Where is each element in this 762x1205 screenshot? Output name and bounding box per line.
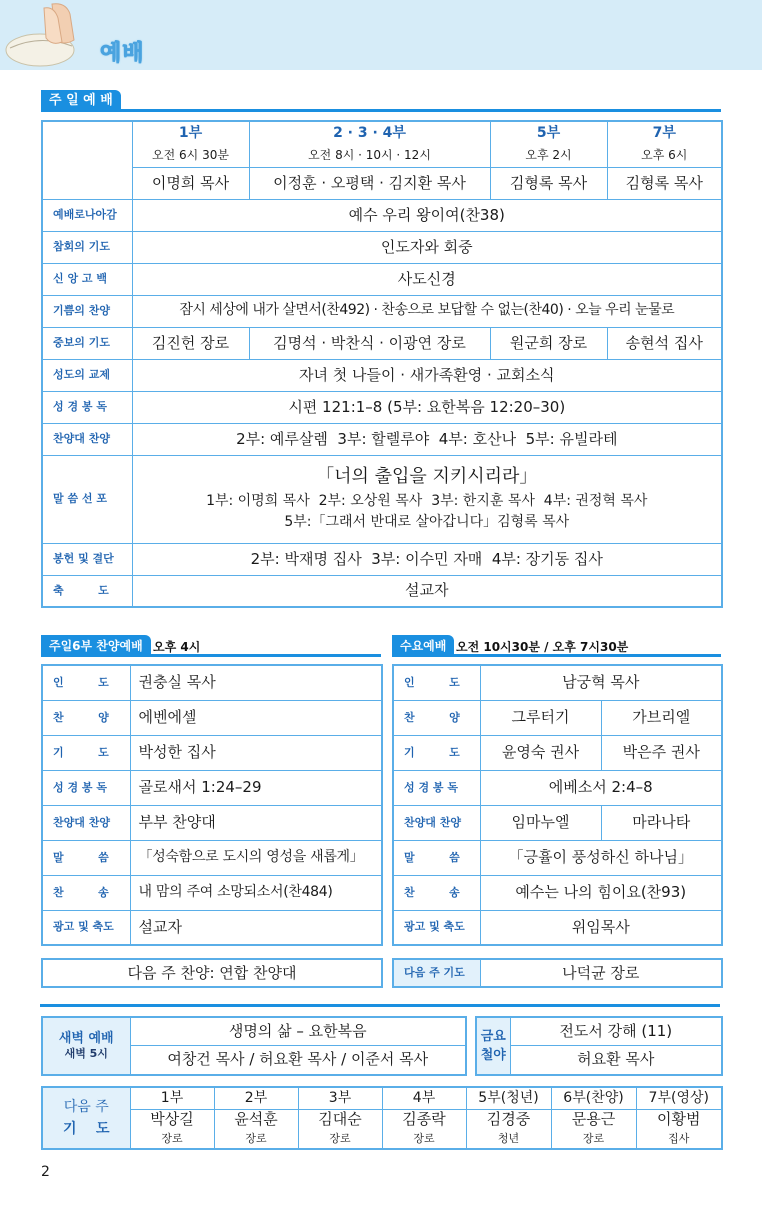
- sermon-title: 「너의 출입을 지키시리라」: [316, 466, 538, 488]
- dawn-label: 새벽 예배: [58, 1031, 114, 1046]
- row-value: 임마누엘: [480, 805, 601, 840]
- next-prayer-line2: 기 도: [62, 1121, 110, 1137]
- prayer-part: 6부(찬양): [551, 1087, 636, 1109]
- next-week-prayer-table: [41, 1086, 723, 1150]
- next-prayer-value: 나덕균 장로: [480, 959, 722, 987]
- next-prayer-cell: [42, 1087, 130, 1149]
- row-label: 찬양대 찬양: [393, 805, 480, 840]
- row-value: 그루터기: [480, 700, 601, 735]
- row-label: 성도의 교제: [42, 359, 132, 391]
- prayer-title: 장로: [130, 1129, 214, 1149]
- dawn-worship-table: [41, 1016, 467, 1076]
- row-label: 축 도: [42, 575, 132, 607]
- row-label: 참회의 기도: [42, 231, 132, 263]
- row-label: 찬 송: [393, 875, 480, 910]
- row-label: 성 경 봉 독: [42, 391, 132, 423]
- wednesday-section-line: [392, 654, 721, 657]
- service-time: 오후 2시: [490, 145, 607, 167]
- wednesday-section-time: 오전 10시30분 / 오후 7시30분: [456, 640, 629, 654]
- row-label: 말 씀 선 포: [42, 455, 132, 543]
- friday-label-line1: 금요: [480, 1028, 506, 1044]
- row-value: 인도자와 회중: [132, 231, 722, 263]
- sixth-section-line: [41, 654, 381, 657]
- sunday-section-line: [41, 109, 721, 112]
- sermon-fifth: 5부:「그래서 반대로 살아갑니다」김형록 목사: [284, 514, 570, 531]
- prayer-title: 집사: [636, 1129, 722, 1149]
- row-label: 찬 양: [42, 700, 130, 735]
- praying-hands-bible-icon: [4, 0, 92, 70]
- prayer-name: 윤석훈: [214, 1109, 298, 1129]
- service-minister: 김형록 목사: [607, 167, 722, 199]
- friday-minister: 허요환 목사: [510, 1045, 722, 1075]
- row-value: 「성숙함으로 도시의 영성을 새롭게」: [130, 840, 382, 875]
- row-label: 찬양대 찬양: [42, 805, 130, 840]
- intercessor: 송현석 집사: [607, 327, 722, 359]
- prayer-title: 청년: [466, 1129, 551, 1149]
- row-label: 인 도: [393, 665, 480, 700]
- row-value: 잠시 세상에 내가 살면서(찬492) · 찬송으로 보답할 수 없는(찬40) · 오늘 우리 눈물로: [132, 295, 722, 327]
- prayer-title: 장로: [382, 1129, 466, 1149]
- sixth-next-week-choir: 다음 주 찬양: 연합 찬양대: [41, 958, 383, 988]
- row-label: 성 경 봉 독: [393, 770, 480, 805]
- row-value: 권충실 목사: [130, 665, 382, 700]
- sixth-section-tab: 주일6부 찬양예배: [41, 635, 151, 657]
- bottom-divider: [40, 1004, 720, 1007]
- service-part: 1부: [132, 121, 249, 145]
- corner-cell: [42, 121, 132, 199]
- dawn-label-cell: [42, 1017, 130, 1075]
- service-time: 오후 6시: [607, 145, 722, 167]
- row-value: 예수 우리 왕이여(찬38): [132, 199, 722, 231]
- row-label: 인 도: [42, 665, 130, 700]
- row-value: 마라나타: [601, 805, 722, 840]
- sixth-worship-table: [41, 664, 383, 946]
- row-value: 박성한 집사: [130, 735, 382, 770]
- page-header: [0, 0, 762, 70]
- row-value: 2부: 예루살렘 3부: 할렐루야 4부: 호산나 5부: 유빌라테: [132, 423, 722, 455]
- next-prayer-label: 다음 주 기도: [393, 959, 480, 987]
- row-value: 설교자: [132, 575, 722, 607]
- friday-vigil-table: [475, 1016, 723, 1076]
- row-label: 기 도: [393, 735, 480, 770]
- prayer-name: 김대순: [298, 1109, 382, 1129]
- prayer-part: 1부: [130, 1087, 214, 1109]
- prayer-title: 장로: [298, 1129, 382, 1149]
- service-minister: 이정훈 · 오평택 · 김지환 목사: [249, 167, 490, 199]
- row-value: 에벤에셀: [130, 700, 382, 735]
- prayer-part: 5부(청년): [466, 1087, 551, 1109]
- sunday-worship-table: [41, 120, 723, 608]
- row-value: 설교자: [130, 910, 382, 945]
- row-label: 광고 및 축도: [42, 910, 130, 945]
- prayer-name: 문용근: [551, 1109, 636, 1129]
- service-minister: 김형록 목사: [490, 167, 607, 199]
- prayer-name: 김종락: [382, 1109, 466, 1129]
- page-number: 2: [41, 1164, 50, 1180]
- row-value: 위임목사: [480, 910, 722, 945]
- prayer-title: 장로: [551, 1129, 636, 1149]
- row-value: 가브리엘: [601, 700, 722, 735]
- row-value: 박은주 권사: [601, 735, 722, 770]
- row-label: 기쁨의 찬양: [42, 295, 132, 327]
- prayer-name: 김경중: [466, 1109, 551, 1129]
- service-time: 오전 6시 30분: [132, 145, 249, 167]
- row-label: 찬 양: [393, 700, 480, 735]
- sermon-preachers: 1부: 이명희 목사 2부: 오상원 목사 3부: 한지훈 목사 4부: 권정혁 목사: [206, 492, 648, 509]
- intercessor: 김진헌 장로: [132, 327, 249, 359]
- friday-label-line2: 철야: [480, 1048, 506, 1063]
- sunday-section-tab: 주 일 예 배: [41, 90, 121, 112]
- row-label: 찬 송: [42, 875, 130, 910]
- prayer-part: 3부: [298, 1087, 382, 1109]
- page-title: 예배: [100, 41, 145, 66]
- intercessor: 김명석 · 박찬식 · 이광연 장로: [249, 327, 490, 359]
- sermon-cell: [132, 455, 722, 543]
- friday-label-cell: [476, 1017, 510, 1075]
- service-time: 오전 8시 · 10시 · 12시: [249, 145, 490, 167]
- row-value: 사도신경: [132, 263, 722, 295]
- row-value: 시편 121:1–8 (5부: 요한복음 12:20–30): [132, 391, 722, 423]
- friday-topic: 전도서 강해 (11): [510, 1017, 722, 1045]
- row-value: 2부: 박재명 집사 3부: 이수민 자매 4부: 장기동 집사: [132, 543, 722, 575]
- row-value: 예수는 나의 힘이요(찬93): [480, 875, 722, 910]
- row-label: 중보의 기도: [42, 327, 132, 359]
- service-part: 5부: [490, 121, 607, 145]
- row-value: 부부 찬양대: [130, 805, 382, 840]
- row-label: 말 씀: [393, 840, 480, 875]
- wednesday-section-tab: 수요예배: [392, 635, 454, 657]
- wednesday-worship-table: [392, 664, 723, 946]
- dawn-ministers: 여창건 목사 / 허요환 목사 / 이준서 목사: [130, 1045, 466, 1075]
- intercessor: 원군희 장로: [490, 327, 607, 359]
- row-label: 성 경 봉 독: [42, 770, 130, 805]
- row-label: 광고 및 축도: [393, 910, 480, 945]
- row-value: 에베소서 2:4–8: [480, 770, 722, 805]
- row-label: 기 도: [42, 735, 130, 770]
- prayer-part: 4부: [382, 1087, 466, 1109]
- row-label: 봉헌 및 결단: [42, 543, 132, 575]
- service-minister: 이명희 목사: [132, 167, 249, 199]
- prayer-name: 이황범: [636, 1109, 722, 1129]
- row-value: 자녀 첫 나들이 · 새가족환영 · 교회소식: [132, 359, 722, 391]
- wednesday-next-prayer: [392, 958, 723, 988]
- sixth-section-time: 오후 4시: [153, 640, 201, 654]
- service-part: 7부: [607, 121, 722, 145]
- prayer-name: 박상길: [130, 1109, 214, 1129]
- row-value: 내 맘의 주여 소망되소서(찬484): [130, 875, 382, 910]
- row-value: 골로새서 1:24–29: [130, 770, 382, 805]
- row-label: 예배로나아감: [42, 199, 132, 231]
- prayer-part: 2부: [214, 1087, 298, 1109]
- dawn-time: 새벽 5시: [64, 1047, 108, 1061]
- row-value: 「긍휼이 풍성하신 하나님」: [480, 840, 722, 875]
- row-label: 찬양대 찬양: [42, 423, 132, 455]
- row-label: 말 씀: [42, 840, 130, 875]
- service-part: 2 · 3 · 4부: [249, 121, 490, 145]
- dawn-topic: 생명의 삶 – 요한복음: [130, 1017, 466, 1045]
- row-value: 윤영숙 권사: [480, 735, 601, 770]
- next-prayer-line1: 다음 주: [63, 1098, 109, 1115]
- prayer-title: 장로: [214, 1129, 298, 1149]
- prayer-part: 7부(영상): [636, 1087, 722, 1109]
- row-label: 신 앙 고 백: [42, 263, 132, 295]
- row-value: 남궁혁 목사: [480, 665, 722, 700]
